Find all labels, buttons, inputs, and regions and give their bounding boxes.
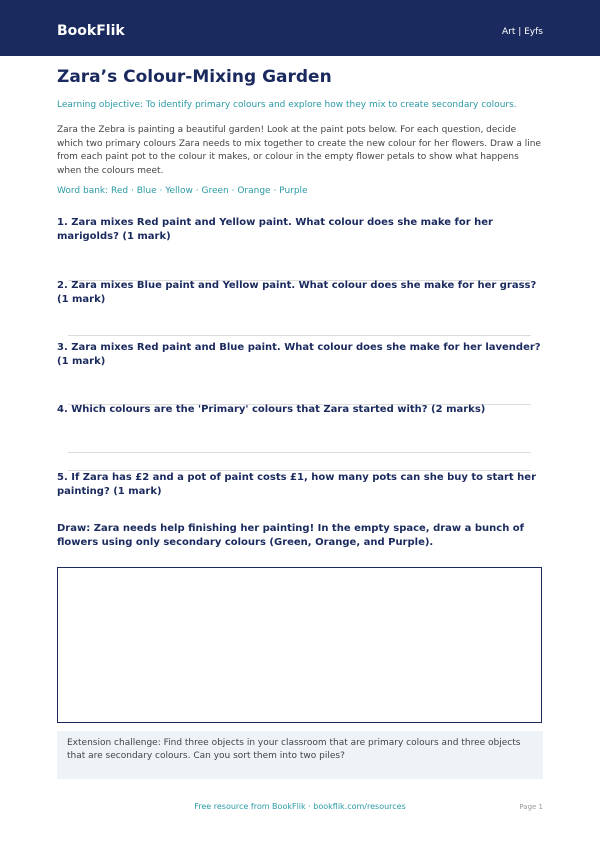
drawing-area[interactable] [57,567,542,723]
question-4: 4. Which colours are the 'Primary' colours that Zara started with? (2 marks) [57,404,486,415]
question-5: 5. If Zara has £2 and a pot of paint costs £1, how many pots can she buy to start her painting? (1 mark) [57,472,537,497]
brand-logo[interactable]: BookFlik [57,23,125,39]
word-bank: Word bank: Red · Blue · Yellow · Green · Orange · Purple [57,186,308,196]
question-1: 1. Zara mixes Red paint and Yellow paint. What colour does she make for her marigolds? (1 mark) [57,217,493,242]
extension-challenge: Extension challenge: Find three objects in your classroom that are primary colours and three objects that are secondary colours. Can you sort them into two piles? [57,731,543,779]
answer-line-2[interactable] [68,335,531,336]
page-number: Page 1 [519,803,543,811]
draw-prompt: Draw: Zara needs help finishing her painting! In the empty space, draw a bunch of flowers using only secondary colours (Green, Orange, and Purple). [57,523,525,548]
header-bar [0,0,600,56]
footer-text[interactable]: Free resource from BookFlik · bookflik.com/resources [194,802,406,811]
intro-text: Zara the Zebra is painting a beautiful garden! Look at the paint pots below. For each question, decide which two primary colours Zara needs to mix together to create the new colour for her flowers. Draw a line from each paint pot to the colour it makes, or colour in the empty flower petals to show what happens when the colours meet. [57,125,541,177]
question-2: 2. Zara mixes Blue paint and Yellow paint. What colour does she make for her grass? (1 mark) [57,280,537,305]
subject-tags: Art | Eyfs [501,27,543,37]
learning-objective: Learning objective: To identify primary colours and explore how they mix to create secondary colours. [57,100,517,110]
question-3: 3. Zara mixes Red paint and Blue paint. What colour does she make for her lavender? (1 mark) [57,342,541,367]
answer-line-4[interactable] [68,452,531,453]
page-title: Zara’s Colour-Mixing Garden [57,67,332,87]
